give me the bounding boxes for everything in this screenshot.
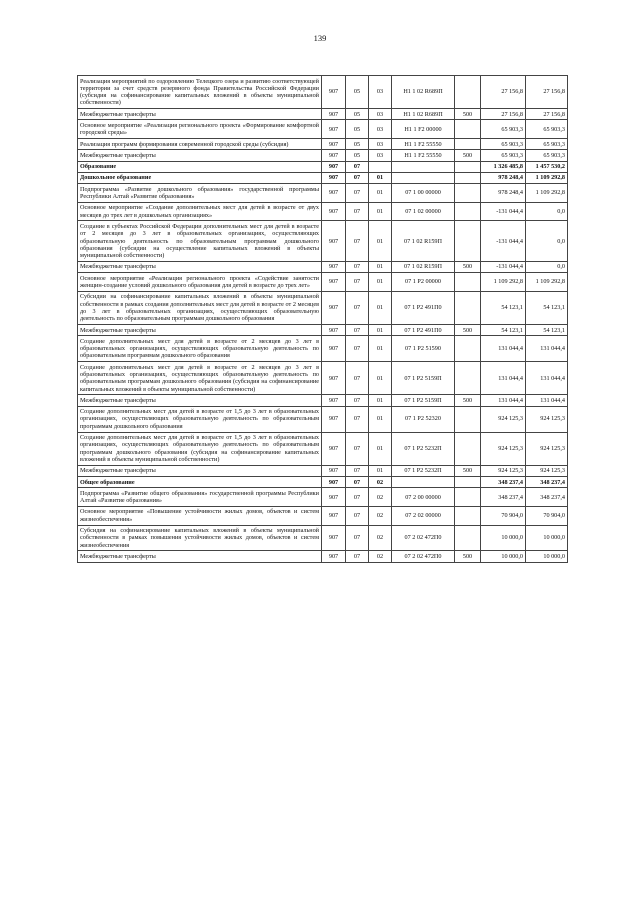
amount-year-1: 348 237,4 [481,477,526,488]
section-code: 05 [346,76,369,109]
expense-type [455,291,481,324]
table-row [78,506,568,525]
grbs-code: 907 [322,395,346,406]
amount-year-2: 0,0 [526,202,568,221]
section-code: 07 [346,551,369,562]
subsection-code: 01 [369,432,392,465]
expense-type [455,202,481,221]
grbs-code: 907 [322,477,346,488]
target-article: 07 1 P2 5159П [392,395,455,406]
row-name: Межбюджетные трансферты [78,109,322,120]
table-row [78,120,568,139]
expense-type [455,477,481,488]
amount-year-1: 10 000,0 [481,525,526,551]
target-article: 07 1 02 R159П [392,261,455,272]
section-code: 07 [346,261,369,272]
row-name: Межбюджетные трансферты [78,325,322,336]
target-article: Н1 1 F2 00000 [392,120,455,139]
target-article: Н1 1 02 R689П [392,109,455,120]
amount-year-2: 0,0 [526,221,568,261]
amount-year-2: 65 903,3 [526,150,568,161]
target-article: 07 1 P2 52320 [392,406,455,432]
amount-year-1: 131 044,4 [481,362,526,395]
target-article: 07 1 P2 5232П [392,432,455,465]
section-code: 07 [346,202,369,221]
section-code: 07 [346,525,369,551]
table-row [78,325,568,336]
table-row [78,336,568,362]
grbs-code: 907 [322,139,346,150]
grbs-code: 907 [322,76,346,109]
table-row [78,477,568,488]
section-code: 05 [346,109,369,120]
section-code: 07 [346,395,369,406]
expense-type [455,273,481,292]
target-article: 07 1 P2 5232П [392,465,455,476]
expense-type [455,432,481,465]
subsection-code: 02 [369,488,392,507]
amount-year-2: 10 000,0 [526,551,568,562]
target-article: 07 2 02 472П0 [392,525,455,551]
grbs-code: 907 [322,336,346,362]
amount-year-1: 10 000,0 [481,551,526,562]
expense-type [455,406,481,432]
amount-year-1: 348 237,4 [481,488,526,507]
row-name: Межбюджетные трансферты [78,150,322,161]
amount-year-1: -131 044,4 [481,221,526,261]
table-row [78,202,568,221]
subsection-code: 02 [369,525,392,551]
section-code: 07 [346,506,369,525]
target-article: 07 2 00 00000 [392,488,455,507]
section-code: 07 [346,362,369,395]
amount-year-2: 348 237,4 [526,488,568,507]
table-row [78,362,568,395]
amount-year-2: 65 903,3 [526,139,568,150]
row-name: Образование [78,161,322,172]
table-row [78,76,568,109]
target-article: 07 1 02 00000 [392,202,455,221]
grbs-code: 907 [322,120,346,139]
row-name: Основное мероприятие «Реализация регионального проекта «Формирование комфортной городской среды» [78,120,322,139]
amount-year-2: 54 123,1 [526,291,568,324]
subsection-code: 01 [369,184,392,203]
target-article: 07 1 P2 51590 [392,336,455,362]
row-name: Субсидия на софинансирование капитальных вложений в объекты муниципальной собственности в рамках повышения устойчивости жилых домов, объектов и систем жизнеобеспечения [78,525,322,551]
row-name: Межбюджетные трансферты [78,395,322,406]
subsection-code: 02 [369,506,392,525]
expense-type: 500 [455,395,481,406]
amount-year-1: 978 248,4 [481,184,526,203]
row-name: Создание дополнительных мест для детей в возрасте от 2 месяцев до 3 лет в образовательных организациях, осуществляющих образовательную деятельность по образовательным программам дошкольного образования [78,336,322,362]
subsection-code: 01 [369,202,392,221]
section-code: 07 [346,221,369,261]
target-article: Н1 1 02 R689П [392,76,455,109]
amount-year-1: -131 044,4 [481,261,526,272]
table-row [78,161,568,172]
section-code: 07 [346,172,369,183]
target-article: 07 1 00 00000 [392,184,455,203]
target-article: 07 1 P2 5159П [392,362,455,395]
amount-year-1: 1 109 292,8 [481,273,526,292]
amount-year-2: 348 237,4 [526,477,568,488]
amount-year-1: 65 903,3 [481,150,526,161]
section-code: 05 [346,139,369,150]
expense-type [455,488,481,507]
amount-year-2: 0,0 [526,261,568,272]
expense-type [455,221,481,261]
amount-year-2: 131 044,4 [526,362,568,395]
section-code: 07 [346,432,369,465]
row-name: Создание в субъектах Российской Федерации дополнительных мест для детей в возрасте от 2 месяцев до 3 лет в образовательных организациях, осуществляющих образовательную деятельность по образовательным программам дошкольного образования (субсидии на осуществление капитальных вложений в объекты муниципальной собственности) [78,221,322,261]
row-name: Создание дополнительных мест для детей в возрасте от 2 месяцев до 3 лет в образовательных организациях, осуществляющих образовательную деятельность по образовательным программам дошкольного образования (субсидия на софинансирование капитальных вложений в объекты муниципальной собственности) [78,362,322,395]
row-name: Дошкольное образование [78,172,322,183]
subsection-code: 01 [369,406,392,432]
amount-year-1: 65 903,3 [481,120,526,139]
expense-type [455,362,481,395]
target-article [392,161,455,172]
grbs-code: 907 [322,325,346,336]
target-article: 07 1 P2 491П0 [392,291,455,324]
table-row [78,551,568,562]
row-name: Создание дополнительных мест для детей в возрасте от 1,5 до 3 лет в образовательных организациях, осуществляющих образовательную деятельность по образовательным программам дошкольного образования (субсидия на софинансирование капитальных вложений в объекты муниципальной собственности) [78,432,322,465]
table-row [78,261,568,272]
subsection-code: 01 [369,336,392,362]
table-row [78,184,568,203]
amount-year-2: 10 000,0 [526,525,568,551]
expense-type [455,184,481,203]
grbs-code: 907 [322,150,346,161]
table-row [78,395,568,406]
table-row [78,465,568,476]
row-name: Создание дополнительных мест для детей в возрасте от 1,5 до 3 лет в образовательных организациях, осуществляющих образовательную деятельность по образовательным программам дошкольного образования [78,406,322,432]
amount-year-2: 54 123,1 [526,325,568,336]
grbs-code: 907 [322,506,346,525]
amount-year-1: 65 903,3 [481,139,526,150]
page-number: 139 [313,33,327,43]
amount-year-2: 131 044,4 [526,336,568,362]
subsection-code: 01 [369,395,392,406]
target-article: 07 2 02 472П0 [392,551,455,562]
subsection-code: 01 [369,325,392,336]
expense-type: 500 [455,261,481,272]
target-article: Н1 1 F2 55550 [392,139,455,150]
table-body [78,76,568,563]
amount-year-1: 924 125,3 [481,432,526,465]
amount-year-2: 924 125,3 [526,432,568,465]
subsection-code: 01 [369,221,392,261]
grbs-code: 907 [322,221,346,261]
subsection-code: 03 [369,120,392,139]
amount-year-2: 924 125,3 [526,406,568,432]
amount-year-2: 924 125,3 [526,465,568,476]
target-article: Н1 1 F2 55550 [392,150,455,161]
amount-year-2: 1 109 292,8 [526,184,568,203]
amount-year-2: 1 109 292,8 [526,273,568,292]
subsection-code: 01 [369,261,392,272]
grbs-code: 907 [322,202,346,221]
grbs-code: 907 [322,551,346,562]
row-name: Межбюджетные трансферты [78,261,322,272]
amount-year-2: 131 044,4 [526,395,568,406]
amount-year-1: 924 125,3 [481,406,526,432]
subsection-code: 01 [369,465,392,476]
grbs-code: 907 [322,432,346,465]
row-name: Основное мероприятие «Повышение устойчивости жилых домов, объектов и систем жизнеобеспечения» [78,506,322,525]
grbs-code: 907 [322,465,346,476]
expense-type: 500 [455,325,481,336]
table-row [78,525,568,551]
amount-year-1: 70 904,0 [481,506,526,525]
expense-type [455,506,481,525]
subsection-code: 02 [369,477,392,488]
table-row [78,488,568,507]
subsection-code [369,161,392,172]
table-row [78,406,568,432]
section-code: 07 [346,291,369,324]
row-name: Основное мероприятие «Реализация регионального проекта «Содействие занятости женщин-создание условий дошкольного образования для детей в возрасте до трех лет» [78,273,322,292]
amount-year-1: -131 044,4 [481,202,526,221]
section-code: 05 [346,120,369,139]
expense-type: 500 [455,109,481,120]
section-code: 07 [346,488,369,507]
row-name: Подпрограмма «Развитие дошкольного образования» государственной программы Республики Алтай «Развитие образования» [78,184,322,203]
table-row [78,139,568,150]
amount-year-1: 978 248,4 [481,172,526,183]
target-article: 07 2 02 00000 [392,506,455,525]
amount-year-1: 924 125,3 [481,465,526,476]
grbs-code: 907 [322,161,346,172]
amount-year-2: 27 156,8 [526,109,568,120]
table-row [78,172,568,183]
expense-type [455,161,481,172]
table-row [78,109,568,120]
row-name: Основное мероприятие «Создание дополнительных мест для детей в возрасте от двух месяцев до трех лет в дошкольных организациях» [78,202,322,221]
subsection-code: 03 [369,150,392,161]
target-article [392,172,455,183]
amount-year-1: 1 326 485,8 [481,161,526,172]
expense-type [455,525,481,551]
amount-year-1: 131 044,4 [481,395,526,406]
row-name: Реализация программ формирования современной городской среды (субсидия) [78,139,322,150]
amount-year-2: 1 109 292,8 [526,172,568,183]
subsection-code: 03 [369,139,392,150]
expense-type [455,336,481,362]
grbs-code: 907 [322,184,346,203]
table-row [78,432,568,465]
grbs-code: 907 [322,362,346,395]
grbs-code: 907 [322,291,346,324]
table-row [78,291,568,324]
grbs-code: 907 [322,488,346,507]
target-article: 07 1 P2 491П0 [392,325,455,336]
target-article [392,477,455,488]
amount-year-1: 54 123,1 [481,291,526,324]
section-code: 07 [346,465,369,476]
amount-year-2: 27 156,8 [526,76,568,109]
amount-year-2: 65 903,3 [526,120,568,139]
amount-year-1: 54 123,1 [481,325,526,336]
row-name: Субсидии на софинансирование капитальных вложений в объекты муниципальной собственности в рамках создания дополнительных мест для детей в возрасте от 2 месяцев до 3 лет в образовательных организациях, осуществляющих образовательную деятельность по образовательным программам дошкольного образования [78,291,322,324]
row-name: Реализация мероприятий по оздоровлению Телецкого озера и развитию соответствующей территории за счет средств резервного фонда Правительства Российской Федерации (субсидия на софинансирование капитальных вложений в объекты муниципальной собственности) [78,76,322,109]
section-code: 07 [346,406,369,432]
subsection-code: 02 [369,551,392,562]
section-code: 05 [346,150,369,161]
subsection-code: 01 [369,291,392,324]
grbs-code: 907 [322,525,346,551]
section-code: 07 [346,336,369,362]
amount-year-1: 27 156,8 [481,109,526,120]
row-name: Подпрограмма «Развитие общего образования» государственной программы Республики Алтай «Развитие образования» [78,488,322,507]
grbs-code: 907 [322,273,346,292]
expense-type: 500 [455,551,481,562]
expense-type [455,139,481,150]
target-article: 07 1 P2 00000 [392,273,455,292]
grbs-code: 907 [322,261,346,272]
expense-type: 500 [455,150,481,161]
expense-type: 500 [455,465,481,476]
subsection-code: 01 [369,273,392,292]
expense-type [455,172,481,183]
section-code: 07 [346,477,369,488]
table-row [78,150,568,161]
section-code: 07 [346,325,369,336]
subsection-code: 03 [369,76,392,109]
amount-year-2: 1 457 530,2 [526,161,568,172]
amount-year-2: 70 904,0 [526,506,568,525]
row-name: Межбюджетные трансферты [78,465,322,476]
section-code: 07 [346,273,369,292]
amount-year-1: 27 156,8 [481,76,526,109]
section-code: 07 [346,161,369,172]
budget-table [77,75,568,563]
grbs-code: 907 [322,109,346,120]
subsection-code: 03 [369,109,392,120]
section-code: 07 [346,184,369,203]
target-article: 07 1 02 R159П [392,221,455,261]
table-row [78,273,568,292]
expense-type [455,120,481,139]
subsection-code: 01 [369,172,392,183]
grbs-code: 907 [322,172,346,183]
row-name: Межбюджетные трансферты [78,551,322,562]
table-row [78,221,568,261]
subsection-code: 01 [369,362,392,395]
amount-year-1: 131 044,4 [481,336,526,362]
row-name: Общее образование [78,477,322,488]
grbs-code: 907 [322,406,346,432]
expense-type [455,76,481,109]
